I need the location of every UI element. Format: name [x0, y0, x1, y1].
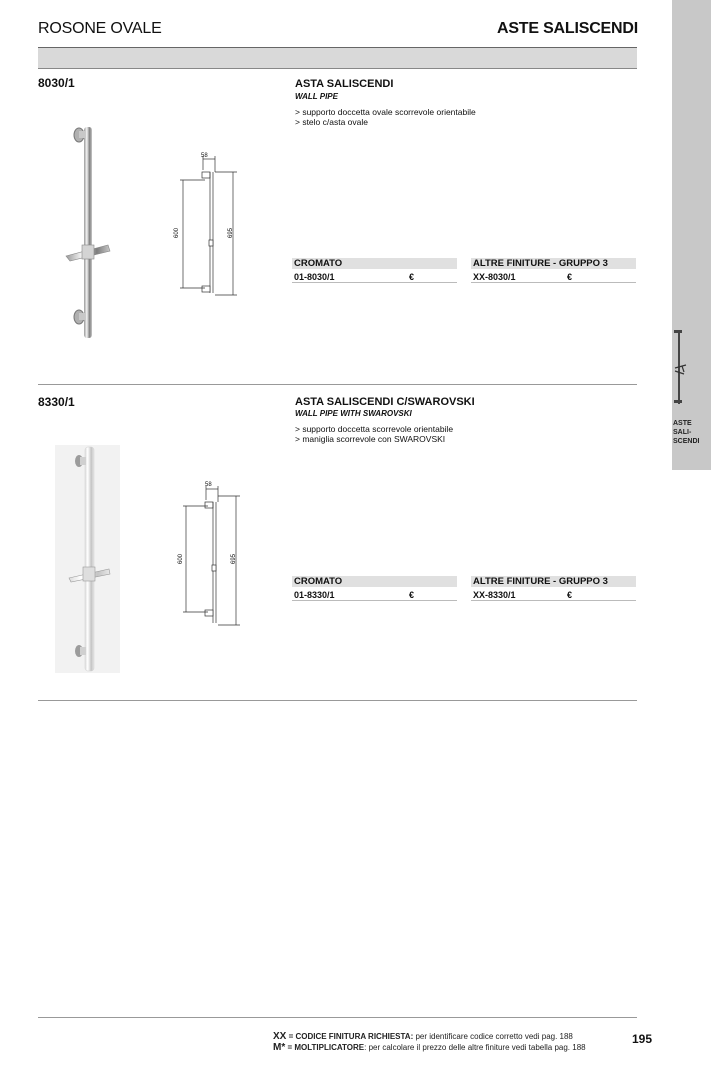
- dimension-outer: 695: [231, 553, 238, 565]
- feature-item: > maniglia scorrevole con SWAROVSKI: [295, 434, 446, 444]
- page-number: 195: [632, 1032, 653, 1046]
- finish-price-currency: €: [567, 272, 573, 282]
- finish-block-altre: [471, 258, 636, 283]
- technical-drawing-8030: [175, 150, 245, 300]
- dimension-outer: 695: [228, 227, 235, 239]
- finish-row: [292, 271, 457, 283]
- footer-note-multiplier: [273, 1043, 586, 1053]
- section-divider: [38, 384, 637, 385]
- product-code: 8030/1: [38, 76, 75, 90]
- finish-heading: CROMATO: [292, 576, 457, 587]
- footer-key: M*: [273, 1042, 286, 1053]
- finish-row: [471, 589, 636, 601]
- finish-heading: CROMATO: [292, 258, 457, 269]
- feature-item: > supporto doccetta scorrevole orientabile: [295, 424, 454, 434]
- footer-label: = CODICE FINITURA RICHIESTA:: [286, 1032, 414, 1041]
- finish-heading: ALTRE FINITURE - GRUPPO 3: [471, 576, 636, 587]
- product-photo-8330: [55, 445, 120, 673]
- finish-block-cromato: [292, 258, 457, 283]
- footer-text: per identificare codice corretto vedi pag. 188: [413, 1032, 573, 1041]
- dimension-inner: 600: [178, 553, 185, 565]
- finish-price-currency: €: [409, 272, 415, 282]
- footer-note-finish-code: [273, 1032, 573, 1042]
- finish-code: 01-8030/1: [294, 272, 335, 282]
- page-title-right: ASTE SALISCENDI: [496, 20, 638, 37]
- side-tab-pipe-icon: [672, 328, 688, 408]
- section-divider: [38, 700, 637, 701]
- footer-key: XX: [273, 1031, 287, 1042]
- product-title: ASTA SALISCENDI C/SWAROVSKI: [295, 396, 475, 408]
- feature-item: > stelo c/asta ovale: [295, 117, 369, 127]
- footer-label: = MOLTIPLICATORE: [285, 1043, 365, 1052]
- product-subtitle: WALL PIPE WITH SWAROVSKI: [295, 409, 412, 418]
- feature-item: > supporto doccetta ovale scorrevole orientabile: [295, 107, 476, 117]
- finish-row: [292, 589, 457, 601]
- finish-code: XX-8330/1: [473, 590, 516, 600]
- product-features: [295, 107, 476, 127]
- finish-block-cromato: [292, 576, 457, 601]
- product-features: [295, 424, 453, 444]
- product-subtitle: WALL PIPE: [295, 92, 338, 101]
- product-code: 8330/1: [38, 395, 75, 409]
- finish-price-currency: €: [567, 590, 573, 600]
- finish-code: 01-8330/1: [294, 590, 335, 600]
- finish-row: [471, 271, 636, 283]
- finish-block-altre: [471, 576, 636, 601]
- product-title: ASTA SALISCENDI: [295, 78, 394, 90]
- product-photo-8030: [62, 125, 122, 340]
- dimension-width: 58: [201, 153, 208, 159]
- finish-code: XX-8030/1: [473, 272, 516, 282]
- finish-price-currency: €: [409, 590, 415, 600]
- header-band: [38, 48, 637, 69]
- footer-divider: [38, 1017, 637, 1018]
- footer-text: : per calcolare il prezzo delle altre finiture vedi tabella pag. 188: [364, 1043, 586, 1052]
- side-tab-label: ASTE SALI- SCENDI: [673, 420, 700, 445]
- page-title-left: ROSONE OVALE: [38, 20, 162, 37]
- dimension-width: 58: [205, 482, 212, 488]
- technical-drawing-8330: [178, 480, 248, 630]
- dimension-inner: 600: [174, 227, 181, 239]
- finish-heading: ALTRE FINITURE - GRUPPO 3: [471, 258, 636, 269]
